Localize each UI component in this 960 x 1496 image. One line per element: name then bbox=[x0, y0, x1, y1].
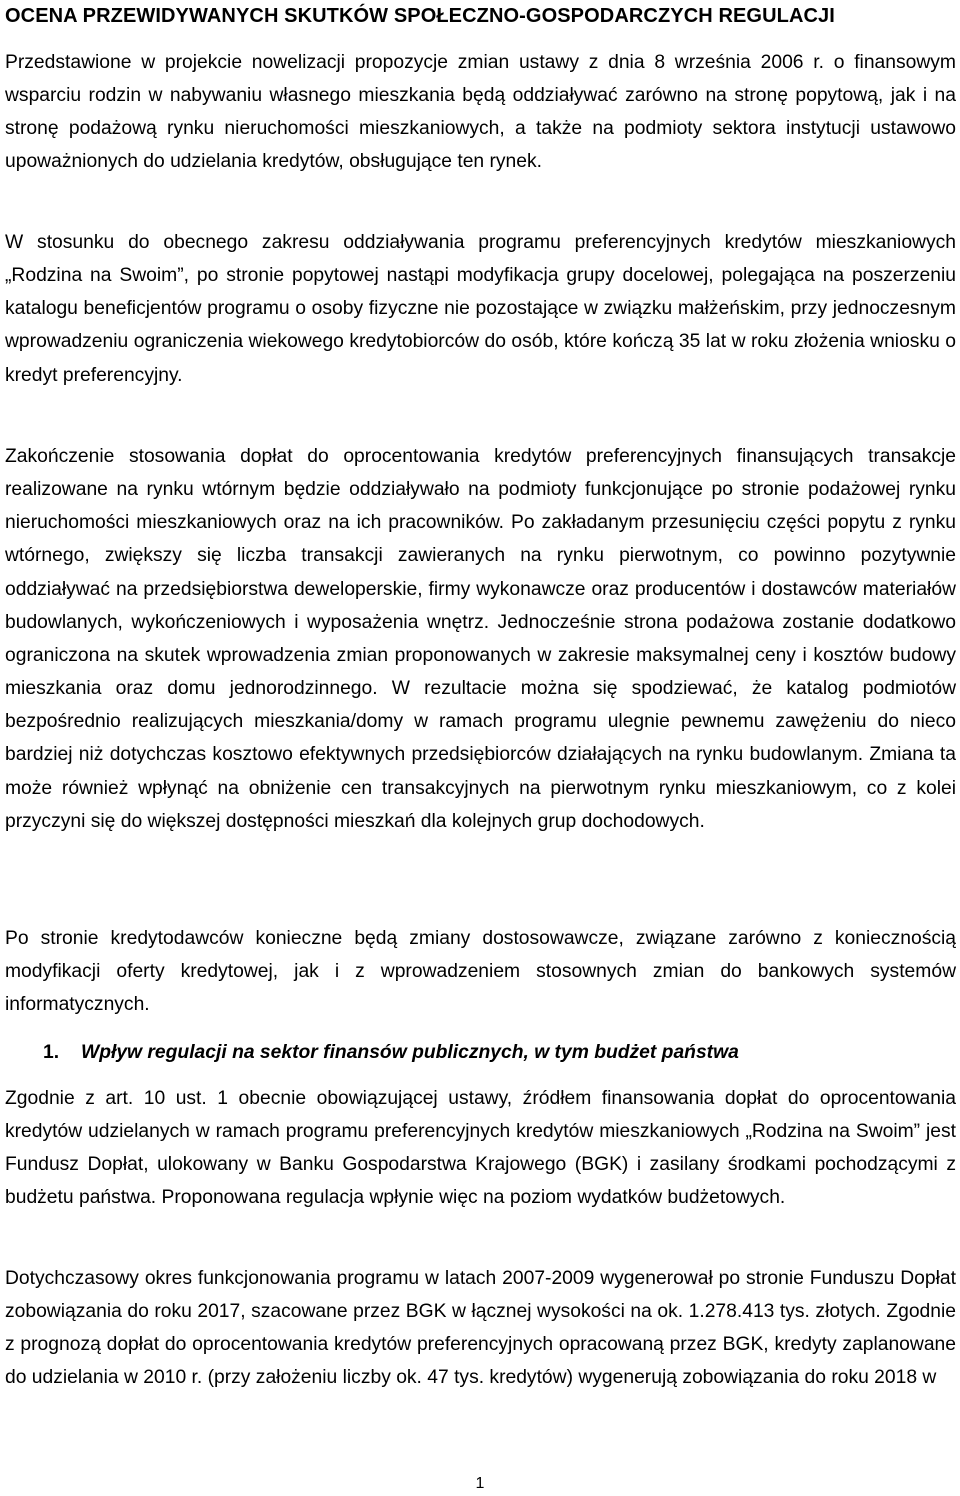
section-title: Wpływ regulacji na sektor finansów publicznych, w tym budżet państwa bbox=[81, 1042, 739, 1063]
paragraph-funding-source: Zgodnie z art. 10 ust. 1 obecnie obowiązującej ustawy, źródłem finansowania dopłat do oprocentowania kredytów udzielanych w ramach programu preferencyjnych kredytów mieszkaniowych „Rodzina na Swoim” jest Fundusz Dopłat, ulokowany w Banku Gospodarstwa Krajowego (BGK) i zasilany środkami pochodzącymi z budżetu państwa. Proponowana regulacja wpłynie więc na poziom wydatków budżetowych. bbox=[5, 1088, 956, 1209]
paragraph-market-impact: Zakończenie stosowania dopłat do oprocentowania kredytów preferencyjnych finansujących transakcje realizowane na rynku wtórnym będzie oddziaływało na podmioty funkcjonujące po stronie podażowej rynku nieruchomości mieszkaniowych oraz na ich pracowników. Po zakładanym przesunięciu części popytu z rynku wtórnego, zwiększy się liczba transakcji zawieranych na rynku pierwotnym, co powinno pozytywnie oddziaływać na przedsiębiorstwa deweloperskie, firmy wykonawcze oraz producentów i dostawców materiałów budowlanych, wykończeniowych i wyposażenia wnętrz. Jednocześnie strona podażowa zostanie dodatkowo ograniczona na skutek wprowadzenia zmian proponowanych w zakresie maksymalnej ceny i kosztów budowy mieszkania oraz domu jednorodzinnego. W rezultacie można się spodziewać, że katalog podmiotów bezpośrednio realizujących mieszkania/domy w ramach programu ulegnie pewnemu zawężeniu do nieco bardziej niż dotychczas kosztowo efektywnych przedsiębiorców działających na rynku budowlanym. Zmiana ta może również wpłynąć na obniżenie cen transakcyjnych na pierwotnym rynku mieszkaniowym, co z kolei przyczyni się do większej dostępności mieszkań dla kolejnych grup dochodowych. bbox=[5, 446, 956, 832]
paragraph-target-group: W stosunku do obecnego zakresu oddziaływania programu preferencyjnych kredytów mieszkaniowych „Rodzina na Swoim”, po stronie popytowej nastąpi modyfikacja grupy docelowej, polegająca na poszerzeniu katalogu beneficjentów programu o osoby fizyczne nie pozostające w związku małżeńskim, przy jednoczesnym wprowadzeniu ograniczenia wiekowego kredytobiorców do osób, które kończą 35 lat w roku złożenia wniosku o kredyt preferencyjny. bbox=[5, 232, 956, 386]
section-heading bbox=[43, 1036, 943, 1069]
document-title: OCENA PRZEWIDYWANYCH SKUTKÓW SPOŁECZNO-GOSPODARCZYCH REGULACJI bbox=[5, 5, 835, 27]
page-number: 1 bbox=[475, 1475, 485, 1492]
paragraph-intro: Przedstawione w projekcie nowelizacji propozycje zmian ustawy z dnia 8 września 2006 r. o finansowym wsparciu rodzin w nabywaniu własnego mieszkania będą oddziaływać zarówno na stronę popytową, jak i na stronę podażową rynku nieruchomości mieszkaniowych, a także na podmioty sektora instytucji ustawowo upoważnionych do udzielania kredytów, obsługujące ten rynek. bbox=[5, 52, 956, 173]
paragraph-lenders: Po stronie kredytodawców konieczne będą zmiany dostosowawcze, związane zarówno z koniecznością modyfikacji oferty kredytowej, jak i z wprowadzeniem stosownych zmian do bankowych systemów informatycznych. bbox=[5, 928, 956, 1016]
paragraph-obligations: Dotychczasowy okres funkcjonowania programu w latach 2007-2009 wygenerował po stronie Funduszu Dopłat zobowiązania do roku 2017, szacowane przez BGK w łącznej wysokości na ok. 1.278.413 tys. złotych. Zgodnie z prognozą dopłat do oprocentowania kredytów preferencyjnych opracowaną przez BGK, kredyty zaplanowane do udzielania w 2010 r. (przy założeniu liczby ok. 47 tys. kredytów) wygenerują zobowiązania do roku 2018 w bbox=[5, 1268, 956, 1389]
section-number: 1. bbox=[43, 1042, 60, 1063]
